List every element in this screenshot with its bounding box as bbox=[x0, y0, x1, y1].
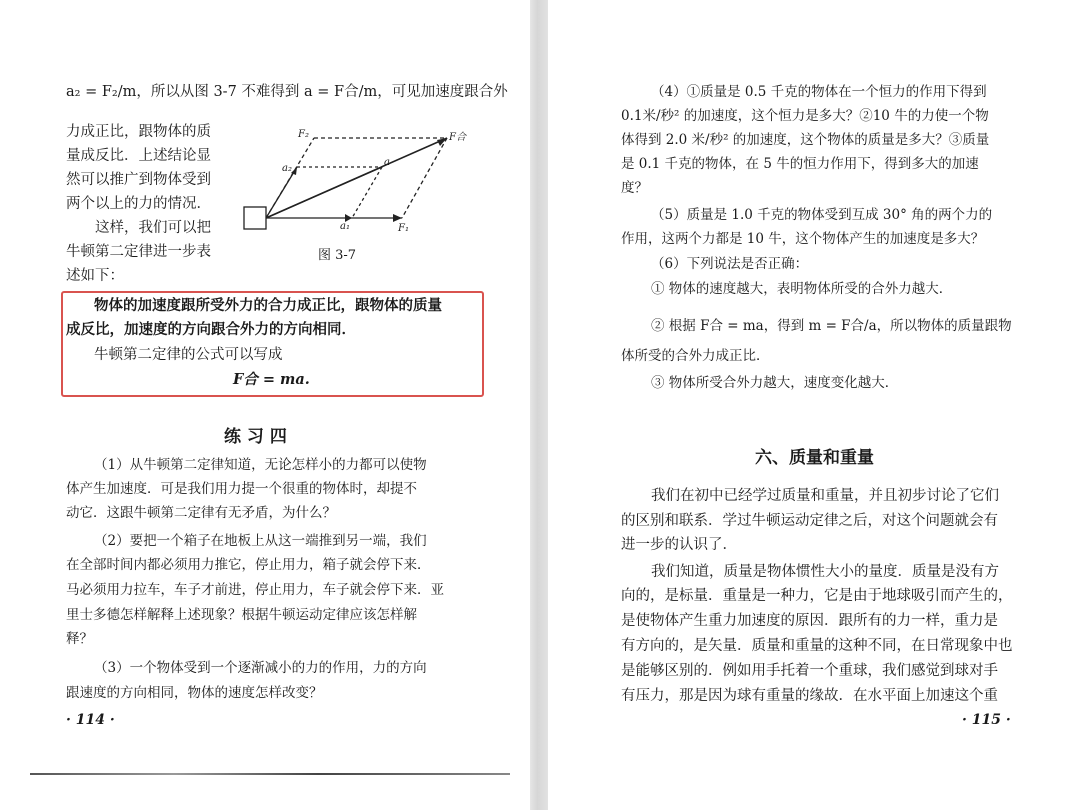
text-line: 力成正比，跟物体的质 bbox=[66, 124, 211, 140]
left-page bbox=[0, 0, 530, 810]
question-line: （4）①质量是 0.5 千克的物体在一个恒力的作用下得到 bbox=[651, 84, 987, 100]
page-number: · 114 · bbox=[66, 712, 115, 728]
question-line: 度？ bbox=[621, 180, 648, 196]
highlight-line: 成反比，加速度的方向跟合外力的方向相同． bbox=[66, 321, 356, 338]
exercise-line: 在全部时间内都必须用力推它，停止用力，箱子就会停下来． bbox=[66, 557, 431, 573]
question-line: 0.1米/秒² 的加速度，这个恒力是多大？②10 牛的力使一个物 bbox=[621, 108, 989, 124]
paragraph-line: 我们在初中已经学过质量和重量，并且初步讨论了它们 bbox=[651, 488, 999, 504]
figure-caption: 图 3-7 bbox=[318, 248, 357, 263]
exercise-line: 里士多德怎样解释上述现象？根据牛顿运动定律应该怎样解 bbox=[66, 607, 417, 623]
question-line: ② 根据 F合 = ma，得到 m = F合/a，所以物体的质量跟物 bbox=[651, 318, 1012, 334]
paragraph-line: 向的，是标量．重量是一种力，它是由于地球吸引而产生的， bbox=[621, 588, 1013, 604]
page-number: · 115 · bbox=[962, 712, 1011, 728]
label-fsum: F合 bbox=[449, 132, 466, 143]
question-line: 作用，这两个力都是 10 牛，这个物体产生的加速度是多大？ bbox=[621, 231, 985, 247]
question-line: ① 物体的速度越大，表明物体所受的合外力越大． bbox=[651, 281, 953, 297]
text-line: 然可以推广到物体受到 bbox=[66, 172, 211, 188]
exercise-line: 体产生加速度．可是我们用力提一个很重的物体时，却提不 bbox=[66, 481, 417, 497]
formula: F合 = ma. bbox=[233, 371, 310, 388]
highlight-line: 牛顿第二定律的公式可以写成 bbox=[94, 347, 283, 363]
label-f2: F₂ bbox=[298, 129, 309, 140]
text-line: 两个以上的力的情况． bbox=[66, 196, 211, 212]
label-a2: a₂ bbox=[282, 163, 292, 174]
scan-edge-line bbox=[30, 773, 510, 775]
question-line: （6）下列说法是否正确： bbox=[651, 256, 809, 272]
question-line: （5）质量是 1.0 千克的物体受到互成 30° 角的两个力的 bbox=[651, 207, 993, 223]
paragraph-line: 有压力，那是因为球有重量的缘故．在水平面上加速这个重 bbox=[621, 688, 998, 704]
paragraph-line: 我们知道，质量是物体惯性大小的量度．质量是没有方 bbox=[651, 564, 999, 580]
paragraph-line: 是使物体产生重力加速度的原因．跟所有的力一样，重力是 bbox=[621, 613, 998, 629]
question-line: ③ 物体所受合外力越大，速度变化越大． bbox=[651, 375, 899, 391]
text-line: 这样，我们可以把 bbox=[95, 220, 211, 236]
section-title: 六、质量和重量 bbox=[755, 448, 874, 468]
question-line: 体所受的合外力成正比． bbox=[621, 348, 770, 364]
exercise-line: 跟速度的方向相同，物体的速度怎样改变？ bbox=[66, 685, 323, 701]
right-page bbox=[548, 0, 1080, 810]
text-line: 量成反比．上述结论显 bbox=[66, 148, 211, 164]
exercise-line: （1）从牛顿第二定律知道，无论怎样小的力都可以使物 bbox=[94, 457, 427, 473]
paragraph-line: 的区别和联系．学过牛顿运动定律之后，对这个问题就会有 bbox=[621, 513, 998, 529]
paragraph-line: 是能够区别的．例如用手托着一个重球，我们感觉到球对手 bbox=[621, 663, 998, 679]
label-f1: F₁ bbox=[398, 223, 409, 234]
exercise-line: 动它．这跟牛顿第二定律有无矛盾，为什么？ bbox=[66, 505, 336, 521]
exercise-line: （3）一个物体受到一个逐渐减小的力的作用，力的方向 bbox=[94, 660, 427, 676]
text-line: 牛顿第二定律进一步表 bbox=[66, 244, 211, 260]
exercise-line: 释？ bbox=[66, 631, 93, 647]
paragraph-line: 进一步的认识了． bbox=[621, 537, 737, 553]
exercise-line: （2）要把一个箱子在地板上从这一端推到另一端，我们 bbox=[94, 533, 427, 549]
label-a: a bbox=[384, 157, 390, 168]
question-line: 是 0.1 千克的物体，在 5 牛的恒力作用下，得到多大的加速 bbox=[621, 156, 979, 172]
label-a1: a₁ bbox=[340, 221, 350, 232]
text-line: 述如下： bbox=[66, 268, 124, 284]
force-parallelogram-figure bbox=[242, 123, 472, 238]
text-line: a₂ = F₂/m，所以从图 3-7 不难得到 a = F合/m，可见加速度跟合外 bbox=[66, 84, 508, 100]
question-line: 体得到 2.0 米/秒² 的加速度，这个物体的质量是多大？③质量 bbox=[621, 132, 990, 148]
exercise-title: 练 习 四 bbox=[224, 427, 287, 447]
highlight-line: 物体的加速度跟所受外力的合力成正比，跟物体的质量 bbox=[94, 297, 442, 314]
paragraph-line: 有方向的，是矢量．质量和重量的这种不同，在日常现象中也 bbox=[621, 638, 1013, 654]
exercise-line: 马必须用力拉车，车子才前进，停止用力，车子就会停下来．亚 bbox=[66, 582, 444, 598]
book-gutter bbox=[530, 0, 548, 810]
